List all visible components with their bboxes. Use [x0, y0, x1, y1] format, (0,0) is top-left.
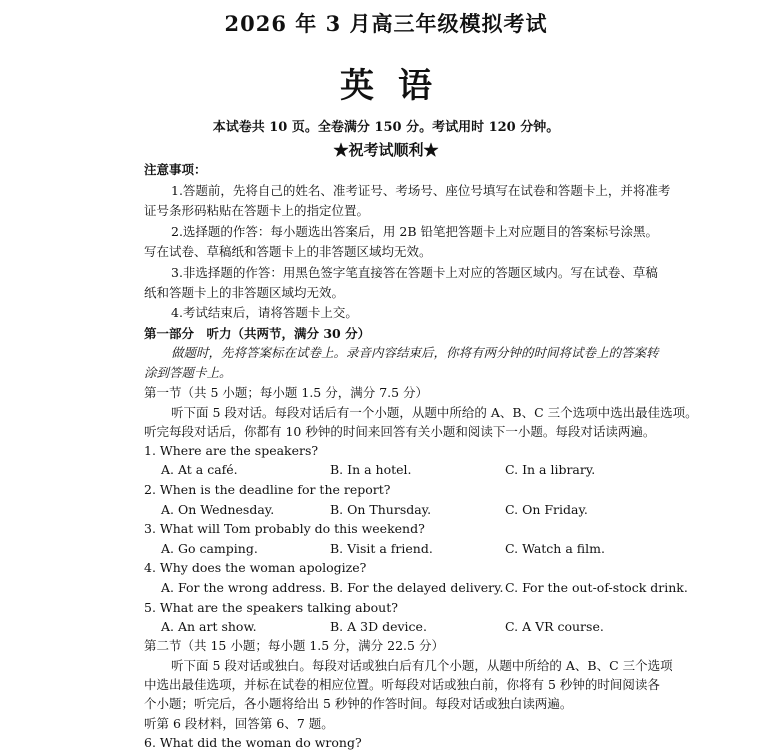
notes-heading: 注意事项： — [144, 162, 207, 177]
question-2-option-c: C. On Friday. — [505, 502, 588, 517]
material-6-instruction: 听第 6 段材料，回答第 6、7 题。 — [144, 716, 334, 731]
question-4-option-b: B. For the delayed delivery. — [330, 580, 504, 595]
question-1-option-c: C. In a library. — [505, 462, 596, 477]
question-3-option-a: A. Go camping. — [161, 541, 258, 556]
question-6-stem: 6. What did the woman do wrong? — [144, 735, 362, 750]
subject-char-2: 语 — [398, 66, 432, 106]
section2-heading: 第二节（共 15 小题；每小题 1.5 分，满分 22.5 分） — [144, 638, 444, 653]
question-1-stem: 1. Where are the speakers? — [144, 443, 319, 458]
question-5-option-c: C. A VR course. — [505, 619, 604, 634]
note-2-line-2: 写在试卷、草稿纸和答题卡上的非答题区域均无效。 — [144, 244, 432, 259]
question-1-option-a: A. At a café. — [161, 462, 238, 477]
note-1-line-1: 1.答题前，先将自己的姓名、准考证号、考场号、座位号填写在试卷和答题卡上，并将准考 — [171, 183, 671, 198]
question-2-option-a: A. On Wednesday. — [161, 502, 275, 517]
section1-heading: 第一节（共 5 小题；每小题 1.5 分，满分 7.5 分） — [144, 385, 429, 400]
note-2-line-1: 2.选择题的作答：每小题选出答案后，用 2B 铅笔把答题卡上对应题目的答案标号涂黑。 — [171, 224, 659, 239]
note-3-line-1: 3.非选择题的作答：用黑色签字笔直接答在答题卡上对应的答题区域内。写在试卷、草稿 — [171, 265, 658, 280]
section2-intro-line-3: 个小题；听完后，各小题将给出 5 秒钟的作答时间。每段对话或独白读两遍。 — [144, 696, 573, 711]
section2-intro-line-2: 中选出最佳选项，并标在试卷的相应位置。听每段对话或独白前，你将有 5 秒钟的时间阅读各 — [144, 677, 660, 692]
note-3-line-2: 纸和答题卡上的非答题区域均无效。 — [144, 285, 345, 300]
question-3-option-b: B. Visit a friend. — [330, 541, 433, 556]
section1-intro-line-1: 听下面 5 段对话。每段对话后有一个小题，从题中所给的 A、B、C 三个选项中选出最佳选项。 — [171, 405, 698, 420]
question-5-stem: 5. What are the speakers talking about? — [144, 600, 398, 615]
note-4: 4.考试结束后，请将答题卡上交。 — [171, 305, 358, 320]
part1-intro-line-1: 做题时，先将答案标在试卷上。录音内容结束后，你将有两分钟的时间将试卷上的答案转 — [171, 345, 659, 360]
part1-heading: 第一部分 听力（共两节，满分 30 分） — [144, 326, 371, 341]
good-luck-banner: ★祝考试顺利★ — [333, 141, 439, 159]
part1-intro-line-2: 涂到答题卡上。 — [144, 365, 232, 380]
section2-intro-line-1: 听下面 5 段对话或独白。每段对话或独白后有几个小题，从题中所给的 A、B、C 三个选项 — [171, 658, 673, 673]
question-5-option-b: B. A 3D device. — [330, 619, 427, 634]
question-3-option-c: C. Watch a film. — [505, 541, 605, 556]
subject-title — [0, 58, 772, 107]
question-4-option-c: C. For the out-of-stock drink. — [505, 580, 688, 595]
exam-meta: 本试卷共 10 页。全卷满分 150 分。考试用时 120 分钟。 — [212, 120, 560, 135]
question-2-stem: 2. When is the deadline for the report? — [144, 482, 391, 497]
note-1-line-2: 证号条形码粘贴在答题卡上的指定位置。 — [144, 203, 370, 218]
question-2-option-b: B. On Thursday. — [330, 502, 432, 517]
question-4-option-a: A. For the wrong address. — [161, 580, 326, 595]
exam-title: 2026 年 3 月高三年级模拟考试 — [224, 11, 548, 36]
question-4-stem: 4. Why does the woman apologize? — [144, 560, 367, 575]
question-5-option-a: A. An art show. — [161, 619, 257, 634]
subject-char-1: 英 — [340, 66, 374, 106]
section1-intro-line-2: 听完每段对话后，你都有 10 秒钟的时间来回答有关小题和阅读下一小题。每段对话读两遍。 — [144, 424, 656, 439]
question-1-option-b: B. In a hotel. — [330, 462, 412, 477]
question-3-stem: 3. What will Tom probably do this weekend? — [144, 521, 425, 536]
